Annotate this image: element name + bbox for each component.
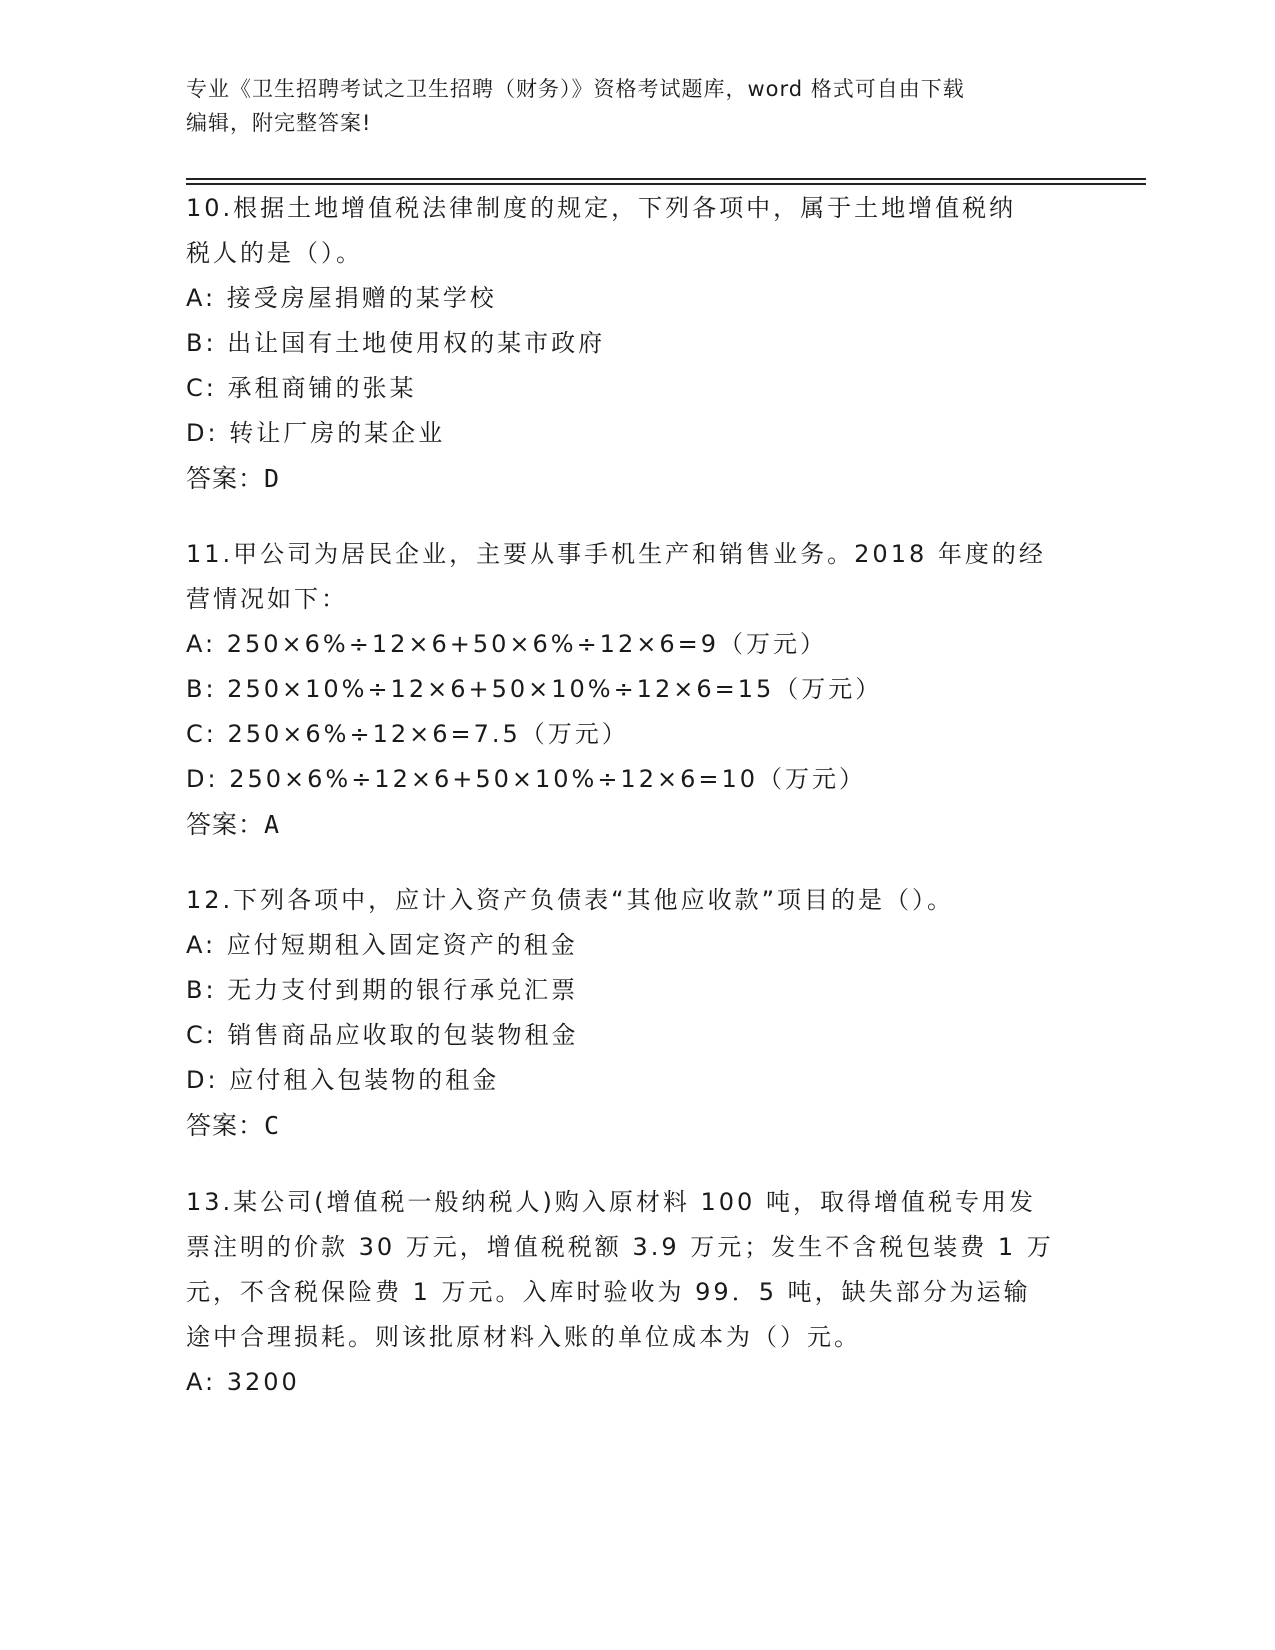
option-b: B: 250×10%÷12×6+50×10%÷12×6=15（万元）: [186, 675, 883, 703]
option-a: A: 应付短期租入固定资产的租金: [186, 931, 578, 959]
answer: [186, 456, 1086, 501]
option-c: C: 销售商品应收取的包装物租金: [186, 1021, 579, 1049]
header-line: 专业《卫生招聘考试之卫生招聘（财务）》资格考试题库，word 格式可自由下载: [186, 77, 965, 101]
header-line: 编辑，附完整答案!: [186, 111, 372, 135]
question-13: [186, 1180, 1086, 1405]
option-b: B: 无力支付到期的银行承兑汇票: [186, 976, 579, 1004]
option-d: D: 转让厂房的某企业: [186, 419, 446, 447]
answer: [186, 802, 1086, 847]
answer-value: D: [264, 464, 281, 493]
question-stem: 途中合理损耗。则该批原材料入账的单位成本为（）元。: [186, 1323, 861, 1351]
question-stem: 税人的是（）。: [186, 239, 363, 267]
answer: [186, 1103, 1086, 1148]
option-a: A: 3200: [186, 1368, 300, 1396]
question-12: [186, 878, 1086, 1148]
question-stem: 票注明的价款 30 万元，增值税税额 3.9 万元；发生不含税包装费 1 万: [186, 1233, 1054, 1261]
option-a: A: 接受房屋捐赠的某学校: [186, 284, 497, 312]
question-stem: 12.下列各项中，应计入资产负债表“其他应收款”项目的是（）。: [186, 886, 955, 914]
answer-value: C: [264, 1111, 281, 1140]
question-stem: 元，不含税保险费 1 万元。入库时验收为 99．5 吨，缺失部分为运输: [186, 1278, 1031, 1306]
question-stem: 11.甲公司为居民企业，主要从事手机生产和销售业务。2018 年度的经: [186, 540, 1046, 568]
question-11: [186, 532, 1086, 847]
option-a: A: 250×6%÷12×6+50×6%÷12×6=9（万元）: [186, 630, 827, 658]
option-b: B: 出让国有土地使用权的某市政府: [186, 329, 606, 357]
option-d: D: 250×6%÷12×6+50×10%÷12×6=10（万元）: [186, 765, 866, 793]
option-c: C: 250×6%÷12×6=7.5（万元）: [186, 720, 629, 748]
option-c: C: 承租商铺的张某: [186, 374, 417, 402]
question-stem: 13.某公司(增值税一般纳税人)购入原材料 100 吨，取得增值税专用发: [186, 1188, 1036, 1216]
question-10: [186, 186, 1086, 501]
question-stem: 10.根据土地增值税法律制度的规定，下列各项中，属于土地增值税纳: [186, 194, 1017, 222]
answer-value: A: [264, 810, 281, 839]
answer-label: 答案：: [186, 464, 265, 493]
header-divider: [186, 183, 1146, 185]
option-d: D: 应付租入包装物的租金: [186, 1066, 500, 1094]
document-header: [186, 72, 1086, 140]
answer-label: 答案：: [186, 810, 265, 839]
question-stem: 营情况如下：: [186, 585, 348, 613]
header-divider: [186, 178, 1146, 180]
answer-label: 答案：: [186, 1111, 265, 1140]
